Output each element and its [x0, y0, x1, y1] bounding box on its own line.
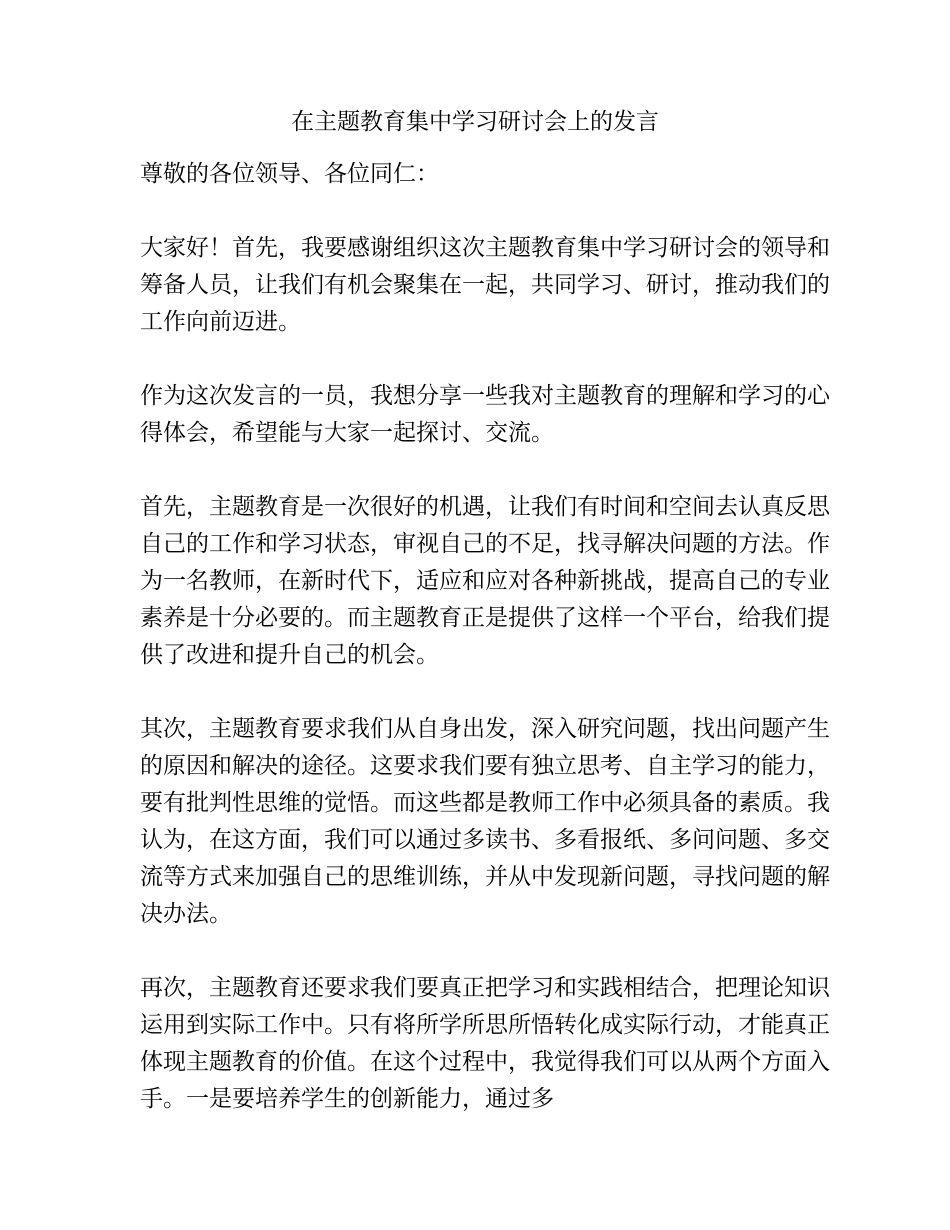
paragraph-3: 首先，主题教育是一次很好的机遇，让我们有时间和空间去认真反思自己的工作和学习状态，审视自己的不足，找寻解决问题的方法。作为一名教师，在新时代下，适应和应对各种新挑战，提高自己的专业素养是十分必要的。而主题教育正是提供了这样一个平台，给我们提供了改进和提升自己的机会。 [140, 494, 830, 668]
paragraph-1: 大家好！首先，我要感谢组织这次主题教育集中学习研讨会的领导和筹备人员，让我们有机会聚集在一起，共同学习、研讨，推动我们的工作向前迈进。 [140, 235, 830, 335]
document-body [140, 156, 830, 1155]
document-title: 在主题教育集中学习研讨会上的发言 [291, 109, 659, 135]
paragraph-2: 作为这次发言的一员，我想分享一些我对主题教育的理解和学习的心得体会，希望能与大家一起探讨、交流。 [140, 383, 830, 446]
paragraph-5: 再次，主题教育还要求我们要真正把学习和实践相结合，把理论知识运用到实际工作中。只有将所学所思所悟转化成实际行动，才能真正体现主题教育的价值。在这个过程中，我觉得我们可以从两个方面入手。一是要培养学生的创新能力，通过多 [140, 975, 830, 1112]
paragraph-4: 其次，主题教育要求我们从自身出发，深入研究问题，找出问题产生的原因和解决的途径。这要求我们要有独立思考、自主学习的能力，要有批判性思维的觉悟。而这些都是教师工作中必须具备的素质。我认为，在这方面，我们可以通过多读书、多看报纸、多问问题、多交流等方式来加强自己的思维训练，并从中发现新问题，寻找问题的解决办法。 [140, 716, 830, 927]
salutation: 尊敬的各位领导、各位同仁： [140, 161, 439, 187]
